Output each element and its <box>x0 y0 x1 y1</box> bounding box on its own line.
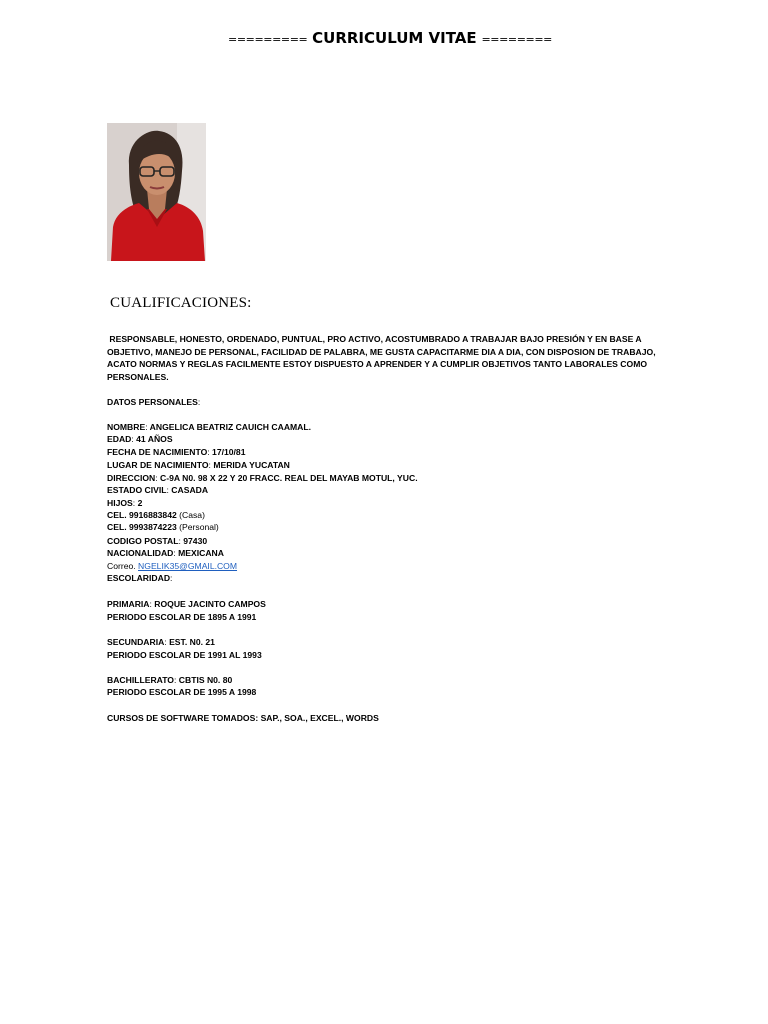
field-birthplace: LUGAR DE NACIMIENTO: MERIDA YUCATAN <box>107 460 290 470</box>
qualifications-line: OBJETIVO, MANEJO DE PERSONAL, FACILIDAD DE PALABRA, ME GUSTA CAPACITARME DIA A DIA, CON DISPOSION DE TRABAJO, <box>107 346 656 357</box>
field-birthplace-value: MERIDA YUCATAN <box>210 460 290 470</box>
field-age: EDAD: 41 AÑOS <box>107 434 173 444</box>
high-school: BACHILLERATO: CBTIS N0. 80 <box>107 675 233 685</box>
field-children: HIJOS: 2 <box>107 498 143 508</box>
field-phone-personal-note: (Personal) <box>179 522 219 532</box>
secondary-school-period: PERIODO ESCOLAR DE 1991 AL 1993 <box>107 650 262 660</box>
field-phone-personal-number: CEL. 9993874223 <box>107 522 180 532</box>
field-zip-value: 97430 <box>180 536 208 546</box>
field-birthplace-label: LUGAR DE NACIMIENTO <box>107 460 209 470</box>
field-address-label: DIRECCION <box>107 473 156 483</box>
field-age-value: 41 AÑOS <box>133 434 173 444</box>
field-nationality-value: MEXICANA <box>175 548 224 558</box>
qualifications-heading: CUALIFICACIONES: <box>110 295 252 311</box>
secondary-school-value: EST. N0. 21 <box>166 637 215 647</box>
primary-school: PRIMARIA: ROQUE JACINTO CAMPOS <box>107 599 266 609</box>
page-title <box>0 29 768 47</box>
high-school-value: CBTIS N0. 80 <box>176 675 233 685</box>
primary-school-period: PERIODO ESCOLAR DE 1895 A 1991 <box>107 612 257 622</box>
field-name: NOMBRE: ANGELICA BEATRIZ CAUICH CAAMAL. <box>107 422 312 432</box>
field-birthdate: FECHA DE NACIMIENTO: 17/10/81 <box>107 447 246 457</box>
field-phone-home <box>107 509 205 522</box>
personal-data-heading: DATOS PERSONALES: <box>107 397 201 407</box>
software-courses: CURSOS DE SOFTWARE TOMADOS: SAP., SOA., EXCEL., WORDS <box>107 713 379 723</box>
qualifications-line: ACATO NORMAS Y REGLAS FACILMENTE ESTOY DISPUESTO A APRENDER Y A CUMPLIR OBJETIVOS TANTO LABORALES COMO <box>107 359 648 370</box>
field-civil-status-value: CASADA <box>168 485 209 495</box>
field-civil-status: ESTADO CIVIL: CASADA <box>107 485 209 495</box>
email-link[interactable]: NGELIK35@GMAIL.COM <box>138 561 238 571</box>
high-school-period: PERIODO ESCOLAR DE 1995 A 1998 <box>107 687 257 697</box>
portrait-photo-icon <box>107 123 206 261</box>
field-nationality: NACIONALIDAD: MEXICANA <box>107 548 224 558</box>
field-address: DIRECCION: C-9A N0. 98 X 22 Y 20 FRACC. REAL DEL MAYAB MOTUL, YUC. <box>107 473 418 483</box>
field-age-label: EDAD <box>107 434 132 444</box>
high-school-label: BACHILLERATO <box>107 675 174 685</box>
field-phone-home-number: CEL. 9916883842 <box>107 510 180 520</box>
personal-data-heading-label: DATOS PERSONALES <box>107 397 198 407</box>
field-education-label: ESCOLARIDAD <box>107 573 171 583</box>
field-zip-label: CODIGO POSTAL <box>107 536 179 546</box>
title-right-rule: ======== <box>481 33 552 46</box>
field-phone-personal <box>107 521 219 534</box>
secondary-school: SECUNDARIA: EST. N0. 21 <box>107 637 215 647</box>
profile-photo <box>107 123 206 261</box>
field-email <box>107 560 237 573</box>
field-civil-status-label: ESTADO CIVIL <box>107 485 167 495</box>
title-text: CURRICULUM VITAE <box>312 29 477 47</box>
primary-school-label: PRIMARIA <box>107 599 150 609</box>
field-address-value: C-9A N0. 98 X 22 Y 20 FRACC. REAL DEL MAYAB MOTUL, YUC. <box>157 473 418 483</box>
field-zip: CODIGO POSTAL: 97430 <box>107 536 208 546</box>
field-children-label: HIJOS <box>107 498 133 508</box>
qualifications-line: RESPONSABLE, HONESTO, ORDENADO, PUNTUAL, PRO ACTIVO, ACOSTUMBRADO A TRABAJAR BAJO PRESIÓN Y EN BASE A <box>107 334 642 344</box>
primary-school-value: ROQUE JACINTO CAMPOS <box>151 599 266 609</box>
title-left-rule: ========= <box>228 33 308 46</box>
secondary-school-label: SECUNDARIA <box>107 637 165 647</box>
field-birthdate-value: 17/10/81 <box>209 447 246 457</box>
field-name-label: NOMBRE <box>107 422 146 432</box>
field-education: ESCOLARIDAD: <box>107 573 173 583</box>
qualifications-text <box>107 333 656 383</box>
field-nationality-label: NACIONALIDAD <box>107 548 174 558</box>
field-name-value: ANGELICA BEATRIZ CAUICH CAAMAL. <box>147 422 312 432</box>
field-phone-home-note: (Casa) <box>179 510 205 520</box>
qualifications-line: PERSONALES. <box>107 371 169 382</box>
field-email-label: Correo. <box>107 561 139 571</box>
field-children-value: 2 <box>135 498 143 508</box>
field-birthdate-label: FECHA DE NACIMIENTO <box>107 447 208 457</box>
